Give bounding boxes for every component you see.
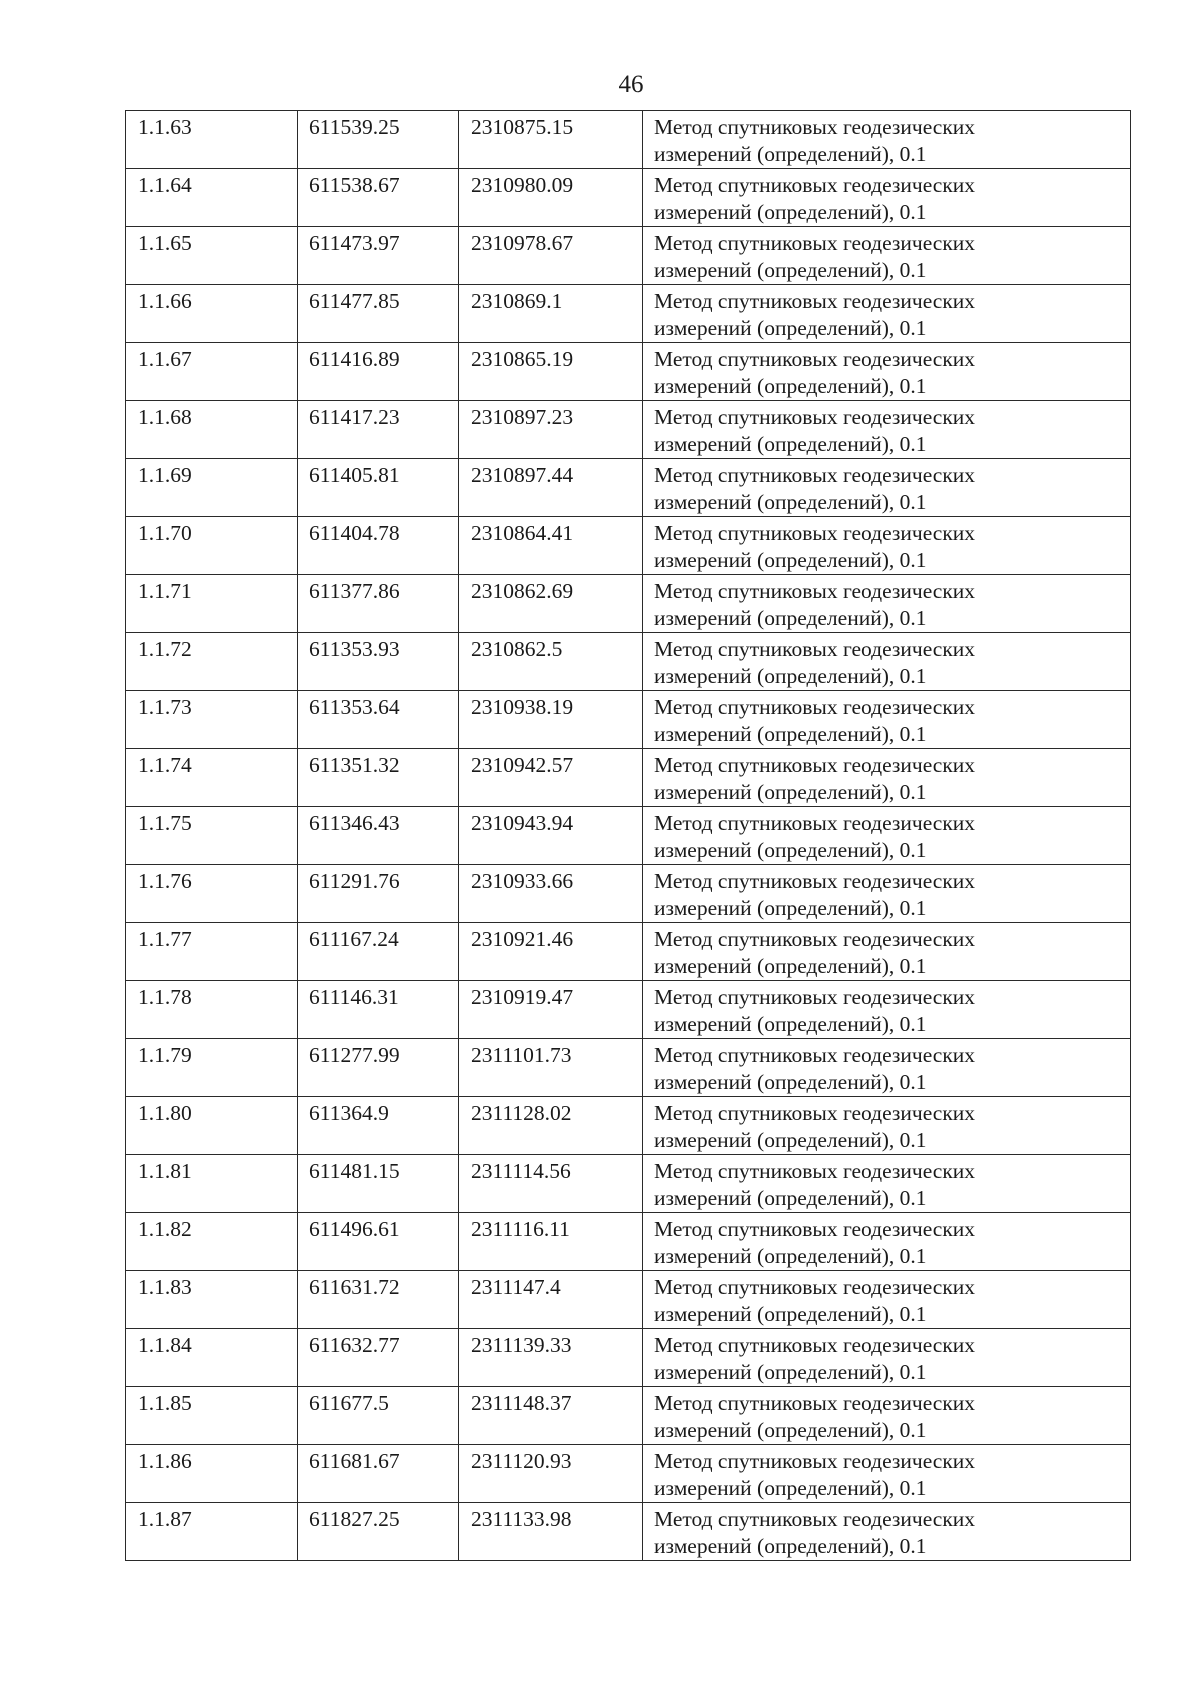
x-coordinate-cell: 611405.81 <box>298 459 459 517</box>
method-cell <box>643 575 1131 633</box>
y-coordinate-cell: 2311128.02 <box>459 1097 643 1155</box>
point-number-cell: 1.1.74 <box>126 749 298 807</box>
x-coordinate-cell: 611351.32 <box>298 749 459 807</box>
method-line-2: измерений (определений), 0.1 <box>654 1128 927 1152</box>
method-cell <box>643 1097 1131 1155</box>
point-number-cell: 1.1.67 <box>126 343 298 401</box>
method-line-2: измерений (определений), 0.1 <box>654 374 927 398</box>
x-coordinate-cell: 611377.86 <box>298 575 459 633</box>
point-number-cell: 1.1.65 <box>126 227 298 285</box>
method-line-1: Метод спутниковых геодезических <box>654 927 976 951</box>
method-cell <box>643 517 1131 575</box>
table-row <box>126 517 1131 575</box>
table-row <box>126 1445 1131 1503</box>
method-line-2: измерений (определений), 0.1 <box>654 432 927 456</box>
y-coordinate-cell: 2311116.11 <box>459 1213 643 1271</box>
point-number-cell: 1.1.81 <box>126 1155 298 1213</box>
point-number-cell: 1.1.73 <box>126 691 298 749</box>
point-number-cell: 1.1.85 <box>126 1387 298 1445</box>
x-coordinate-cell: 611277.99 <box>298 1039 459 1097</box>
y-coordinate-cell: 2310862.5 <box>459 633 643 691</box>
coordinates-table <box>125 110 1131 1561</box>
method-cell <box>643 401 1131 459</box>
table-row <box>126 1039 1131 1097</box>
table-row <box>126 1213 1131 1271</box>
method-cell <box>643 1039 1131 1097</box>
method-line-1: Метод спутниковых геодезических <box>654 1507 976 1531</box>
method-line-2: измерений (определений), 0.1 <box>654 954 927 978</box>
method-line-2: измерений (определений), 0.1 <box>654 896 927 920</box>
y-coordinate-cell: 2311133.98 <box>459 1503 643 1561</box>
point-number-cell: 1.1.71 <box>126 575 298 633</box>
table-row <box>126 1503 1131 1561</box>
table-row <box>126 1271 1131 1329</box>
method-line-1: Метод спутниковых геодезических <box>654 985 976 1009</box>
x-coordinate-cell: 611473.97 <box>298 227 459 285</box>
method-line-1: Метод спутниковых геодезических <box>654 1333 976 1357</box>
method-line-1: Метод спутниковых геодезических <box>654 405 976 429</box>
method-line-1: Метод спутниковых геодезических <box>654 1449 976 1473</box>
point-number-cell: 1.1.66 <box>126 285 298 343</box>
method-line-2: измерений (определений), 0.1 <box>654 1186 927 1210</box>
method-cell <box>643 923 1131 981</box>
method-cell <box>643 749 1131 807</box>
method-line-2: измерений (определений), 0.1 <box>654 1302 927 1326</box>
point-number-cell: 1.1.78 <box>126 981 298 1039</box>
table-row <box>126 923 1131 981</box>
point-number-cell: 1.1.70 <box>126 517 298 575</box>
y-coordinate-cell: 2311148.37 <box>459 1387 643 1445</box>
method-line-2: измерений (определений), 0.1 <box>654 606 927 630</box>
method-cell <box>643 111 1131 169</box>
method-line-2: измерений (определений), 0.1 <box>654 490 927 514</box>
method-line-1: Метод спутниковых геодезических <box>654 1391 976 1415</box>
y-coordinate-cell: 2310875.15 <box>459 111 643 169</box>
method-line-2: измерений (определений), 0.1 <box>654 1360 927 1384</box>
table-row <box>126 807 1131 865</box>
table-row <box>126 865 1131 923</box>
method-cell <box>643 691 1131 749</box>
point-number-cell: 1.1.69 <box>126 459 298 517</box>
y-coordinate-cell: 2310864.41 <box>459 517 643 575</box>
method-cell <box>643 981 1131 1039</box>
x-coordinate-cell: 611538.67 <box>298 169 459 227</box>
method-cell <box>643 1271 1131 1329</box>
x-coordinate-cell: 611632.77 <box>298 1329 459 1387</box>
x-coordinate-cell: 611631.72 <box>298 1271 459 1329</box>
point-number-cell: 1.1.84 <box>126 1329 298 1387</box>
y-coordinate-cell: 2310869.1 <box>459 285 643 343</box>
method-line-2: измерений (определений), 0.1 <box>654 1418 927 1442</box>
y-coordinate-cell: 2310921.46 <box>459 923 643 981</box>
x-coordinate-cell: 611291.76 <box>298 865 459 923</box>
method-line-1: Метод спутниковых геодезических <box>654 1275 976 1299</box>
method-cell <box>643 285 1131 343</box>
point-number-cell: 1.1.87 <box>126 1503 298 1561</box>
point-number-cell: 1.1.63 <box>126 111 298 169</box>
method-cell <box>643 1387 1131 1445</box>
y-coordinate-cell: 2310897.44 <box>459 459 643 517</box>
method-cell <box>643 1213 1131 1271</box>
table-row <box>126 575 1131 633</box>
point-number-cell: 1.1.77 <box>126 923 298 981</box>
method-line-1: Метод спутниковых геодезических <box>654 1217 976 1241</box>
method-line-1: Метод спутниковых геодезических <box>654 115 976 139</box>
method-line-1: Метод спутниковых геодезических <box>654 695 976 719</box>
table-row <box>126 1155 1131 1213</box>
x-coordinate-cell: 611496.61 <box>298 1213 459 1271</box>
method-line-1: Метод спутниковых геодезических <box>654 347 976 371</box>
point-number-cell: 1.1.72 <box>126 633 298 691</box>
method-cell <box>643 1503 1131 1561</box>
method-line-1: Метод спутниковых геодезических <box>654 753 976 777</box>
x-coordinate-cell: 611364.9 <box>298 1097 459 1155</box>
y-coordinate-cell: 2311139.33 <box>459 1329 643 1387</box>
method-cell <box>643 1445 1131 1503</box>
y-coordinate-cell: 2311114.56 <box>459 1155 643 1213</box>
method-line-1: Метод спутниковых геодезических <box>654 231 976 255</box>
method-line-1: Метод спутниковых геодезических <box>654 521 976 545</box>
method-line-1: Метод спутниковых геодезических <box>654 869 976 893</box>
x-coordinate-cell: 611417.23 <box>298 401 459 459</box>
y-coordinate-cell: 2310943.94 <box>459 807 643 865</box>
table-row <box>126 111 1131 169</box>
method-line-2: измерений (определений), 0.1 <box>654 258 927 282</box>
method-line-2: измерений (определений), 0.1 <box>654 1534 927 1558</box>
y-coordinate-cell: 2310865.19 <box>459 343 643 401</box>
table-row <box>126 169 1131 227</box>
point-number-cell: 1.1.79 <box>126 1039 298 1097</box>
x-coordinate-cell: 611681.67 <box>298 1445 459 1503</box>
y-coordinate-cell: 2310978.67 <box>459 227 643 285</box>
method-cell <box>643 343 1131 401</box>
method-line-2: измерений (определений), 0.1 <box>654 200 927 224</box>
page-number: 46 <box>618 71 644 98</box>
x-coordinate-cell: 611353.64 <box>298 691 459 749</box>
method-line-2: измерений (определений), 0.1 <box>654 722 927 746</box>
method-cell <box>643 633 1131 691</box>
y-coordinate-cell: 2311147.4 <box>459 1271 643 1329</box>
method-line-2: измерений (определений), 0.1 <box>654 838 927 862</box>
point-number-cell: 1.1.82 <box>126 1213 298 1271</box>
method-line-1: Метод спутниковых геодезических <box>654 173 976 197</box>
method-line-1: Метод спутниковых геодезических <box>654 463 976 487</box>
method-line-1: Метод спутниковых геодезических <box>654 1043 976 1067</box>
table-row <box>126 749 1131 807</box>
point-number-cell: 1.1.86 <box>126 1445 298 1503</box>
method-cell <box>643 865 1131 923</box>
method-cell <box>643 169 1131 227</box>
method-line-1: Метод спутниковых геодезических <box>654 811 976 835</box>
x-coordinate-cell: 611146.31 <box>298 981 459 1039</box>
method-line-2: измерений (определений), 0.1 <box>654 1012 927 1036</box>
point-number-cell: 1.1.76 <box>126 865 298 923</box>
method-cell <box>643 459 1131 517</box>
method-cell <box>643 807 1131 865</box>
point-number-cell: 1.1.80 <box>126 1097 298 1155</box>
table-row <box>126 401 1131 459</box>
y-coordinate-cell: 2310862.69 <box>459 575 643 633</box>
table-row <box>126 1387 1131 1445</box>
table-row <box>126 691 1131 749</box>
method-line-2: измерений (определений), 0.1 <box>654 664 927 688</box>
y-coordinate-cell: 2310919.47 <box>459 981 643 1039</box>
y-coordinate-cell: 2310938.19 <box>459 691 643 749</box>
x-coordinate-cell: 611404.78 <box>298 517 459 575</box>
table-row <box>126 981 1131 1039</box>
coordinates-table-body <box>126 111 1131 1561</box>
x-coordinate-cell: 611677.5 <box>298 1387 459 1445</box>
method-line-1: Метод спутниковых геодезических <box>654 1101 976 1125</box>
method-line-2: измерений (определений), 0.1 <box>654 1476 927 1500</box>
table-row <box>126 227 1131 285</box>
method-cell <box>643 1155 1131 1213</box>
method-line-2: измерений (определений), 0.1 <box>654 1244 927 1268</box>
y-coordinate-cell: 2310897.23 <box>459 401 643 459</box>
table-row <box>126 343 1131 401</box>
method-line-1: Метод спутниковых геодезических <box>654 289 976 313</box>
x-coordinate-cell: 611539.25 <box>298 111 459 169</box>
method-cell <box>643 1329 1131 1387</box>
y-coordinate-cell: 2310933.66 <box>459 865 643 923</box>
x-coordinate-cell: 611477.85 <box>298 285 459 343</box>
x-coordinate-cell: 611481.15 <box>298 1155 459 1213</box>
y-coordinate-cell: 2310942.57 <box>459 749 643 807</box>
point-number-cell: 1.1.68 <box>126 401 298 459</box>
method-line-2: измерений (определений), 0.1 <box>654 548 927 572</box>
method-line-1: Метод спутниковых геодезических <box>654 637 976 661</box>
table-row <box>126 1097 1131 1155</box>
method-line-2: измерений (определений), 0.1 <box>654 780 927 804</box>
x-coordinate-cell: 611416.89 <box>298 343 459 401</box>
method-line-2: измерений (определений), 0.1 <box>654 142 927 166</box>
point-number-cell: 1.1.83 <box>126 1271 298 1329</box>
y-coordinate-cell: 2310980.09 <box>459 169 643 227</box>
table-row <box>126 285 1131 343</box>
table-row <box>126 459 1131 517</box>
y-coordinate-cell: 2311120.93 <box>459 1445 643 1503</box>
method-cell <box>643 227 1131 285</box>
method-line-2: измерений (определений), 0.1 <box>654 316 927 340</box>
point-number-cell: 1.1.75 <box>126 807 298 865</box>
x-coordinate-cell: 611827.25 <box>298 1503 459 1561</box>
table-row <box>126 1329 1131 1387</box>
x-coordinate-cell: 611167.24 <box>298 923 459 981</box>
method-line-2: измерений (определений), 0.1 <box>654 1070 927 1094</box>
y-coordinate-cell: 2311101.73 <box>459 1039 643 1097</box>
x-coordinate-cell: 611346.43 <box>298 807 459 865</box>
table-row <box>126 633 1131 691</box>
point-number-cell: 1.1.64 <box>126 169 298 227</box>
x-coordinate-cell: 611353.93 <box>298 633 459 691</box>
method-line-1: Метод спутниковых геодезических <box>654 1159 976 1183</box>
method-line-1: Метод спутниковых геодезических <box>654 579 976 603</box>
